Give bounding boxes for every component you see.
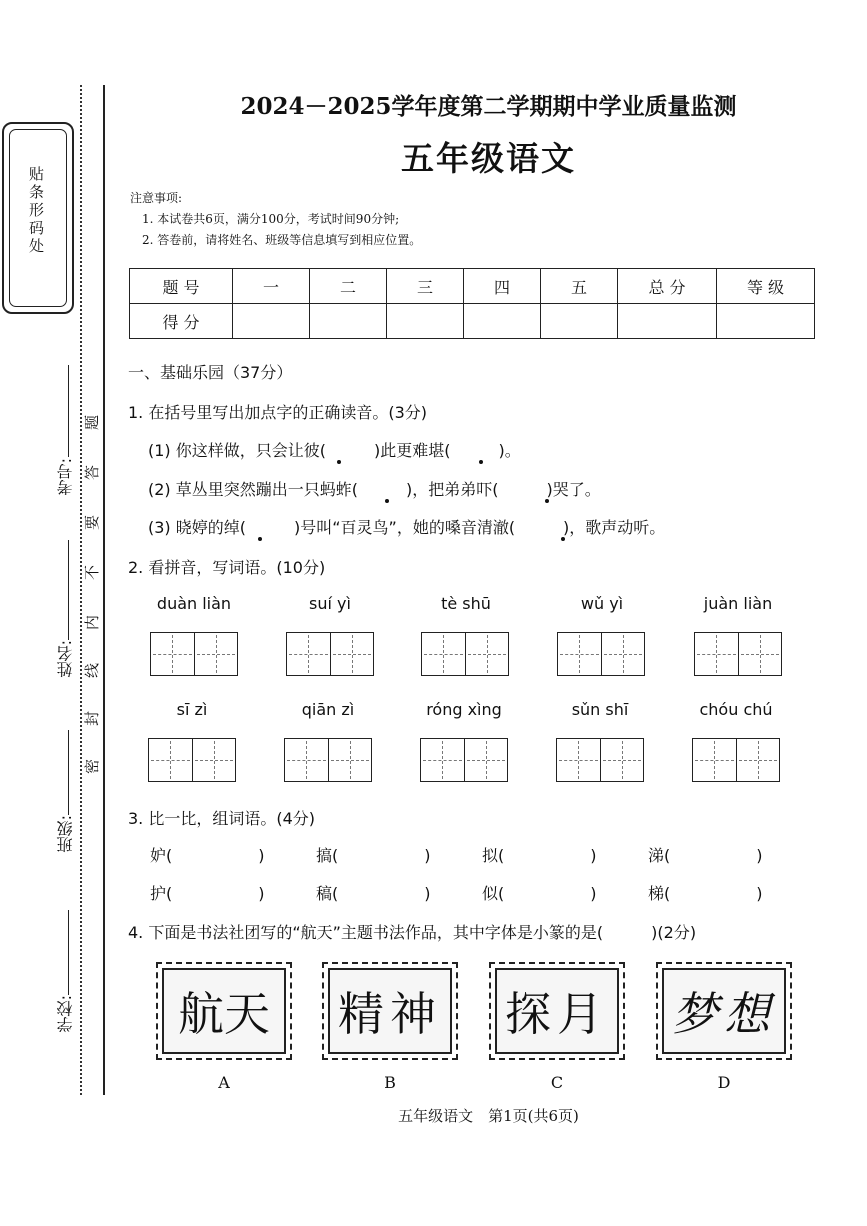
compare-item[interactable]: 涕( ) [648,846,763,865]
pinyin-label: juàn liàn [703,594,773,613]
score-cell[interactable] [541,304,618,339]
calligraphy-text: 梦想 [662,968,786,1054]
q4-stem[interactable]: 4. 下面是书法社团写的“航天”主题书法作品，其中字体是小篆的是( )(2分) [128,923,697,942]
q1-item[interactable]: (1) 你这样做，只会让彼( )此更难堪( )。 [148,441,521,460]
binding-solid-line [103,85,105,1095]
seal-char: 内 [83,614,102,631]
seal-char: 要 [83,514,102,531]
score-row-label: 得 分 [130,304,233,339]
writing-grid[interactable] [556,738,644,782]
writing-grid[interactable] [420,738,508,782]
compare-item[interactable]: 拟( ) [482,846,597,865]
option-label: D [717,1073,731,1092]
calligraphy-option-a[interactable] [156,962,292,1060]
score-cell[interactable] [717,304,815,339]
seal-char: 线 [83,662,102,679]
writing-grid[interactable] [150,632,238,676]
barcode-label: 贴条形码处 [27,166,45,256]
score-header-cell: 总 分 [618,269,717,304]
score-table-score-row [130,304,815,339]
seal-char: 封 [83,710,102,727]
calligraphy-option-c[interactable] [489,962,625,1060]
note-item: 2. 答卷前，请将姓名、班级等信息填写到相应位置。 [142,233,422,247]
seal-char: 密 [83,758,102,775]
pinyin-label: sī zì [176,700,208,719]
barcode-box [2,122,74,314]
writing-grid[interactable] [148,738,236,782]
field-name-line[interactable] [68,540,69,640]
score-header-cell: 等 级 [717,269,815,304]
score-table-header-row [130,269,815,304]
note-item: 1. 本试卷共6页，满分100分，考试时间90分钟; [142,212,400,226]
writing-grid[interactable] [286,632,374,676]
score-header-cell: 一 [233,269,310,304]
q1-stem: 1. 在括号里写出加点字的正确读音。(3分) [128,403,428,422]
score-cell[interactable] [233,304,310,339]
writing-grid[interactable] [557,632,645,676]
notes [130,188,421,251]
pinyin-label: róng xìng [426,700,502,719]
field-exam-number-label: 考号: [56,458,75,496]
seal-char: 不 [83,564,102,581]
page-footer: 五年级语文 第1页(共6页) [398,1107,579,1125]
option-label: C [550,1073,564,1092]
compare-item[interactable]: 稿( ) [316,884,431,903]
subject-title: 五年级语文 [401,139,576,178]
field-exam-number-line[interactable] [68,365,69,457]
q2-stem: 2. 看拼音，写词语。(10分) [128,558,326,577]
seal-char: 题 [83,414,102,431]
exam-title: 2024－2025学年度第二学期期中学业质量监测 [240,93,737,120]
compare-item[interactable]: 似( ) [482,884,597,903]
calligraphy-option-b[interactable] [322,962,458,1060]
emphasis-dot [479,460,483,464]
calligraphy-text: 航天 [162,968,286,1054]
option-label: B [384,1073,396,1092]
writing-grid[interactable] [692,738,780,782]
pinyin-label: tè shū [441,594,491,613]
field-school-label: 学校: [56,995,75,1033]
score-cell[interactable] [387,304,464,339]
compare-item[interactable]: 护( ) [150,884,265,903]
field-school-line[interactable] [68,910,69,995]
emphasis-dot [561,537,565,541]
compare-item[interactable]: 搞( ) [316,846,431,865]
pinyin-label: wǔ yì [580,594,624,613]
writing-grid[interactable] [421,632,509,676]
writing-grid[interactable] [694,632,782,676]
compare-item[interactable]: 梯( ) [648,884,763,903]
score-header-cell: 三 [387,269,464,304]
score-header-cell: 四 [464,269,541,304]
score-header-cell: 五 [541,269,618,304]
field-class-line[interactable] [68,730,69,815]
emphasis-dot [545,499,549,503]
notes-title: 注意事项: [130,191,183,205]
calligraphy-text: 精神 [328,968,452,1054]
score-cell[interactable] [464,304,541,339]
binding-dashed-line [80,85,82,1095]
score-header-cell: 题 号 [130,269,233,304]
q3-stem: 3. 比一比，组词语。(4分) [128,809,316,828]
field-class-label: 班级: [56,815,75,853]
score-cell[interactable] [310,304,387,339]
score-table [129,268,815,339]
emphasis-dot [258,537,262,541]
seal-char: 答 [83,464,102,481]
writing-grid[interactable] [284,738,372,782]
pinyin-label: suí yì [309,594,351,613]
score-header-cell: 二 [310,269,387,304]
field-name-label: 姓名: [56,640,75,678]
calligraphy-text: 探月 [495,968,619,1054]
option-label: A [218,1073,230,1092]
compare-item[interactable]: 妒( ) [150,846,265,865]
emphasis-dot [385,499,389,503]
pinyin-label: qiān zì [301,700,355,719]
pinyin-label: chóu chú [699,700,773,719]
emphasis-dot [337,460,341,464]
pinyin-label: duàn liàn [156,594,232,613]
score-cell[interactable] [618,304,717,339]
section1-title: 一、基础乐园（37分） [128,363,293,382]
pinyin-label: sǔn shī [571,700,629,719]
q1-item[interactable]: (3) 晓婷的绰( )号叫“百灵鸟”，她的嗓音清澈( )，歌声动听。 [148,518,666,537]
calligraphy-option-d[interactable] [656,962,792,1060]
q1-item[interactable]: (2) 草丛里突然蹦出一只蚂蚱( )，把弟弟吓( )哭了。 [148,480,601,499]
